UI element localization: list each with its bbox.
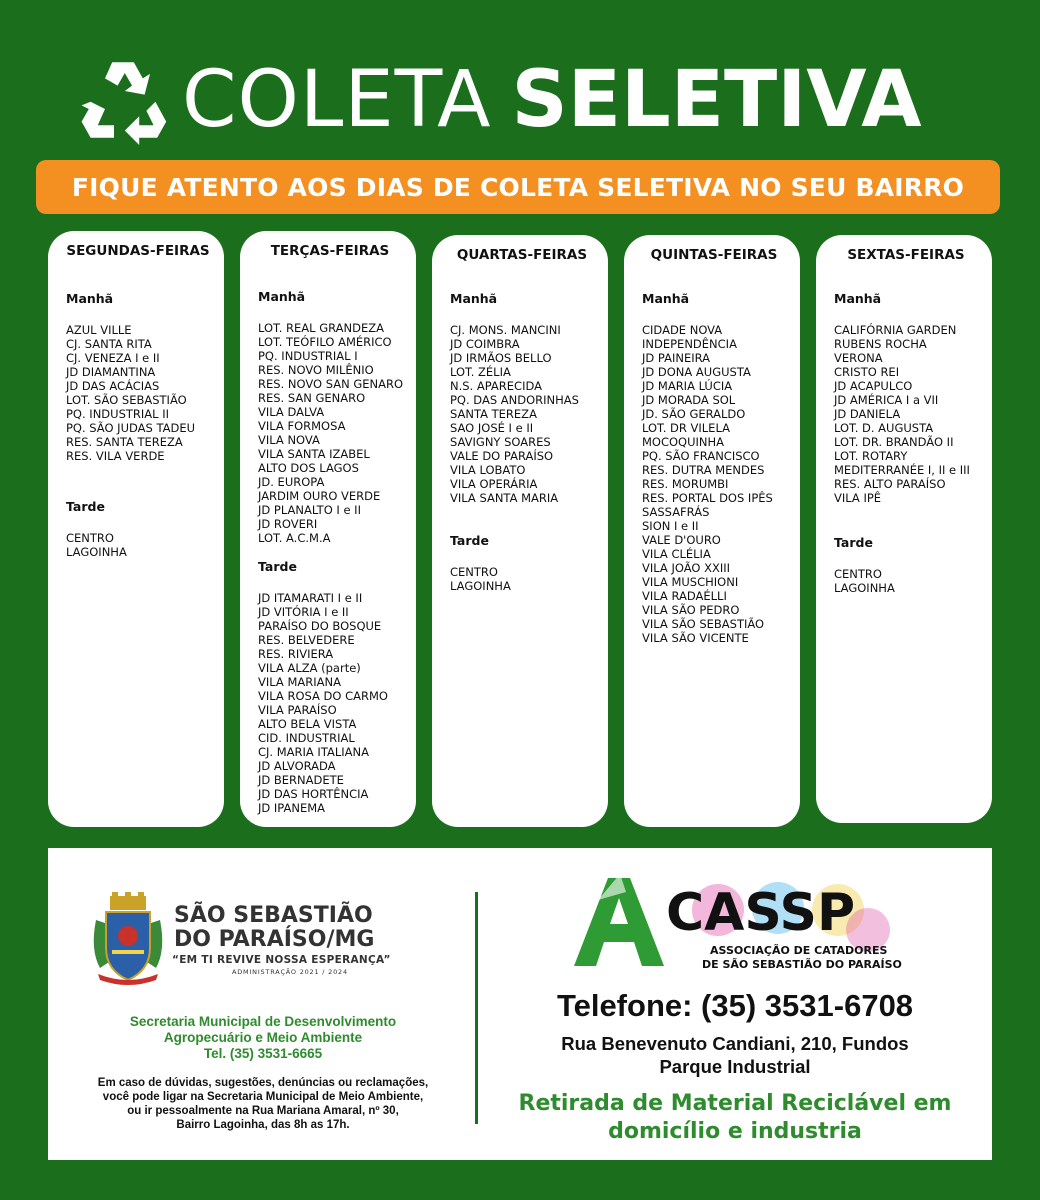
neighborhood-item: CENTRO xyxy=(450,565,498,579)
neighborhood-item: VALE DO PARAÍSO xyxy=(450,449,554,463)
period-label-afternoon: Tarde xyxy=(834,535,873,550)
day-card-segunda xyxy=(48,231,224,827)
neighborhood-item: LAGOINHA xyxy=(834,581,895,595)
neighborhood-item: JD PAINEIRA xyxy=(642,351,711,365)
city-crest-icon xyxy=(90,890,166,986)
neighborhood-item: JARDIM OURO VERDE xyxy=(258,489,381,503)
neighborhood-item: RES. SANTA TEREZA xyxy=(66,435,183,449)
neighborhood-item: LAGOINHA xyxy=(450,579,511,593)
neighborhood-item: JD. SÃO GERALDO xyxy=(642,407,746,421)
day-card-quarta xyxy=(432,235,608,827)
neighborhood-item: CIDADE NOVA xyxy=(642,323,723,337)
neighborhood-list-morning xyxy=(66,323,210,463)
neighborhood-item: SANTA TEREZA xyxy=(450,407,537,421)
neighborhood-item: CRISTO REI xyxy=(834,365,900,379)
address-line1: Rua Benevenuto Candiani, 210, Fundos xyxy=(561,1033,909,1054)
association-phone: Telefone: (35) 3531-6708 xyxy=(556,988,914,1023)
city-name-line2: DO PARAÍSO/MG xyxy=(174,927,375,952)
neighborhood-item: VILA ALZA (parte) xyxy=(258,661,361,675)
neighborhood-item: VERONA xyxy=(834,351,883,365)
title-coleta: COLETA xyxy=(182,55,492,145)
neighborhood-item: JD AMÉRICA I a VII xyxy=(834,393,939,407)
neighborhood-item: INDEPENDÊNCIA xyxy=(642,337,737,351)
period-label-afternoon: Tarde xyxy=(258,559,297,574)
period-label-morning: Manhã xyxy=(258,289,306,304)
day-card-sexta xyxy=(816,235,992,823)
neighborhood-item: LOT. DR VILELA xyxy=(642,421,730,435)
neighborhood-item: N.S. APARECIDA xyxy=(450,379,542,393)
neighborhood-item: JD PLANALTO I e II xyxy=(258,503,361,517)
city-name xyxy=(174,904,374,952)
neighborhood-item: CJ. MONS. MANCINI xyxy=(450,323,561,337)
acassp-association-line1: ASSOCIAÇÃO DE CATADORES xyxy=(710,944,888,957)
neighborhood-item: SAVIGNY SOARES xyxy=(450,435,551,449)
neighborhood-item: RES. RIVIERA xyxy=(258,647,334,661)
neighborhood-list-afternoon xyxy=(834,567,978,595)
neighborhood-item: JD ALVORADA xyxy=(258,759,336,773)
neighborhood-item: JD DAS ACÁCIAS xyxy=(66,379,160,393)
neighborhood-item: LOT. DR. BRANDÃO II xyxy=(834,435,954,449)
neighborhood-item: LAGOINHA xyxy=(66,545,127,559)
day-title: TERÇAS-FEIRAS xyxy=(270,243,390,259)
acassp-association-line2: DE SÃO SEBASTIÃO DO PARAÍSO xyxy=(702,958,902,971)
neighborhood-item: CJ. SANTA RITA xyxy=(66,337,152,351)
neighborhood-item: PQ. DAS ANDORINHAS xyxy=(450,393,579,407)
neighborhood-item: JD ITAMARATI I e II xyxy=(258,591,363,605)
association-address xyxy=(478,1032,992,1078)
neighborhood-item: ALTO DOS LAGOS xyxy=(258,461,359,475)
neighborhood-item: SION I e II xyxy=(642,519,699,533)
neighborhood-item: VILA SÃO SEBASTIÃO xyxy=(642,617,765,631)
neighborhood-item: RES. SAN GENARO xyxy=(258,391,366,405)
neighborhood-item: VILA NOVA xyxy=(258,433,320,447)
neighborhood-item: PQ. SÃO JUDAS TADEU xyxy=(66,421,196,435)
neighborhood-item: JD DANIELA xyxy=(834,407,901,421)
neighborhood-item: PARAÍSO DO BOSQUE xyxy=(258,619,382,633)
neighborhood-item: JD DAS HORTÊNCIA xyxy=(258,787,369,801)
day-card-quinta xyxy=(624,235,800,827)
city-motto: “EM TI REVIVE NOSSA ESPERANÇA” xyxy=(172,954,391,966)
neighborhood-item: MEDITERRANÉE I, II e III xyxy=(834,463,970,477)
note-line2: você pode ligar na Secretaria Municipal de Meio Ambiente, xyxy=(102,1091,424,1103)
title-seletiva: SELETIVA xyxy=(511,55,922,145)
note-line4: Bairro Lagoinha, das 8h as 17h. xyxy=(176,1119,350,1131)
address-line2: Parque Industrial xyxy=(659,1056,811,1077)
info-banner: FIQUE ATENTO AOS DIAS DE COLETA SELETIVA NO SEU BAIRRO xyxy=(36,160,1000,214)
neighborhood-item: RUBENS ROCHA xyxy=(834,337,927,351)
neighborhood-item: VILA CLÉLIA xyxy=(642,547,711,561)
note-line3: ou ir pessoalmente na Rua Mariana Amaral, nº 30, xyxy=(127,1105,399,1117)
administration-years: ADMINISTRAÇÃO 2021 / 2024 xyxy=(232,968,348,976)
day-title: QUINTAS-FEIRAS xyxy=(650,247,778,263)
neighborhood-item: PQ. SÃO FRANCISCO xyxy=(642,449,760,463)
pickup-service-text xyxy=(478,1090,992,1146)
secretaria-line2: Agropecuário e Meio Ambiente xyxy=(163,1030,363,1045)
neighborhood-item: VILA OPERÁRIA xyxy=(450,477,538,491)
neighborhood-item: LOT. SÃO SEBASTIÃO xyxy=(66,393,187,407)
neighborhood-item: RES. MORUMBI xyxy=(642,477,729,491)
neighborhood-item: LOT. REAL GRANDEZA xyxy=(258,321,384,335)
neighborhood-list-afternoon xyxy=(450,565,594,593)
neighborhood-item: JD. EUROPA xyxy=(258,475,325,489)
secretaria-info xyxy=(48,1014,478,1062)
neighborhood-item: VILA SANTA MARIA xyxy=(450,491,559,505)
neighborhood-item: JD MARIA LÚCIA xyxy=(642,379,733,393)
neighborhood-item: VILA RADAÉLLI xyxy=(642,589,727,603)
neighborhood-item: LOT. D. AUGUSTA xyxy=(834,421,934,435)
neighborhood-item: JD VITÓRIA I e II xyxy=(258,605,349,619)
neighborhood-item: RES. VILA VERDE xyxy=(66,449,165,463)
neighborhood-list-morning xyxy=(258,321,402,545)
period-label-afternoon: Tarde xyxy=(450,533,489,548)
neighborhood-item: VILA SANTA IZABEL xyxy=(258,447,370,461)
neighborhood-item: VILA SÃO PEDRO xyxy=(642,603,740,617)
neighborhood-item: VILA MUSCHIONI xyxy=(642,575,739,589)
neighborhood-item: VILA FORMOSA xyxy=(258,419,346,433)
neighborhood-item: VALE D'OURO xyxy=(642,533,721,547)
pickup-line2: domicílio e industria xyxy=(608,1119,862,1144)
neighborhood-list-morning xyxy=(834,323,978,505)
neighborhood-item: RES. DUTRA MENDES xyxy=(642,463,765,477)
neighborhood-item: JD DONA AUGUSTA xyxy=(642,365,751,379)
neighborhood-item: RES. PORTAL DOS IPÊS xyxy=(642,491,773,505)
neighborhood-item: SAO JOSÉ I e II xyxy=(450,421,534,435)
neighborhood-item: VILA MARIANA xyxy=(258,675,341,689)
neighborhood-item: CJ. MARIA ITALIANA xyxy=(258,745,369,759)
acassp-logo-text: CASSP xyxy=(666,883,856,943)
secretaria-phone: Tel. (35) 3531-6665 xyxy=(203,1046,323,1061)
day-card-terca xyxy=(240,231,416,827)
neighborhood-item: CENTRO xyxy=(834,567,882,581)
period-label-morning: Manhã xyxy=(66,291,114,306)
neighborhood-item: PQ. INDUSTRIAL I xyxy=(258,349,358,363)
neighborhood-item: JD ROVERI xyxy=(258,517,318,531)
pickup-line1: Retirada de Material Reciclável em xyxy=(518,1091,952,1116)
page-header xyxy=(78,50,978,150)
neighborhood-list-morning xyxy=(642,323,786,645)
neighborhood-item: VILA DALVA xyxy=(258,405,325,419)
neighborhood-item: VILA ROSA DO CARMO xyxy=(258,689,388,703)
period-label-morning: Manhã xyxy=(834,291,882,306)
neighborhood-item: VILA JOÃO XXIII xyxy=(642,561,730,575)
period-label-afternoon: Tarde xyxy=(66,499,105,514)
neighborhood-item: JD IPANEMA xyxy=(258,801,326,815)
period-label-morning: Manhã xyxy=(642,291,690,306)
neighborhood-item: MOCOQUINHA xyxy=(642,435,725,449)
neighborhood-item: VILA IPÊ xyxy=(834,491,882,505)
neighborhood-item: VILA LOBATO xyxy=(450,463,526,477)
neighborhood-item: RES. NOVO MILÊNIO xyxy=(258,363,374,377)
period-label-morning: Manhã xyxy=(450,291,498,306)
neighborhood-item: VILA SÃO VICENTE xyxy=(642,631,749,645)
neighborhood-item: JD COIMBRA xyxy=(450,337,520,351)
day-title: SEXTAS-FEIRAS xyxy=(847,247,965,263)
recycle-icon xyxy=(78,52,168,148)
neighborhood-item: LOT. TEÓFILO AMÉRICO xyxy=(258,335,392,349)
contact-note xyxy=(48,1076,478,1132)
neighborhood-item: RES. NOVO SAN GENARO xyxy=(258,377,404,391)
neighborhood-item: AZUL VILLE xyxy=(66,323,132,337)
neighborhood-item: SASSAFRÁS xyxy=(642,505,710,519)
neighborhood-item: ALTO BELA VISTA xyxy=(258,717,357,731)
note-line1: Em caso de dúvidas, sugestões, denúncias ou reclamações, xyxy=(97,1077,429,1089)
day-title: SEGUNDAS-FEIRAS xyxy=(66,243,210,259)
acassp-logo-icon xyxy=(568,870,908,982)
neighborhood-item: JD BERNADETE xyxy=(258,773,344,787)
day-title: QUARTAS-FEIRAS xyxy=(456,247,588,263)
neighborhood-item: CJ. VENEZA I e II xyxy=(66,351,160,365)
neighborhood-item: JD ACAPULCO xyxy=(834,379,913,393)
neighborhood-item: CALIFÓRNIA GARDEN xyxy=(834,323,957,337)
neighborhood-item: RES. BELVEDERE xyxy=(258,633,355,647)
neighborhood-item: VILA PARAÍSO xyxy=(258,703,337,717)
neighborhood-item: LOT. A.C.M.A xyxy=(258,531,331,545)
footer-panel xyxy=(48,848,992,1160)
neighborhood-item: LOT. ROTARY xyxy=(834,449,908,463)
neighborhood-item: RES. ALTO PARAÍSO xyxy=(834,477,946,491)
neighborhood-item: PQ. INDUSTRIAL II xyxy=(66,407,169,421)
neighborhood-list-morning xyxy=(450,323,594,505)
neighborhood-item: LOT. ZÉLIA xyxy=(450,365,511,379)
neighborhood-item: CID. INDUSTRIAL xyxy=(258,731,355,745)
neighborhood-item: JD MORADA SOL xyxy=(642,393,736,407)
city-name-line1: SÃO SEBASTIÃO xyxy=(174,903,373,928)
secretaria-line1: Secretaria Municipal de Desenvolvimento xyxy=(129,1014,397,1029)
neighborhood-list-afternoon xyxy=(258,591,402,815)
neighborhood-item: CENTRO xyxy=(66,531,114,545)
neighborhood-list-afternoon xyxy=(66,531,210,559)
neighborhood-item: JD IRMÃOS BELLO xyxy=(450,351,552,365)
neighborhood-item: JD DIAMANTINA xyxy=(66,365,156,379)
